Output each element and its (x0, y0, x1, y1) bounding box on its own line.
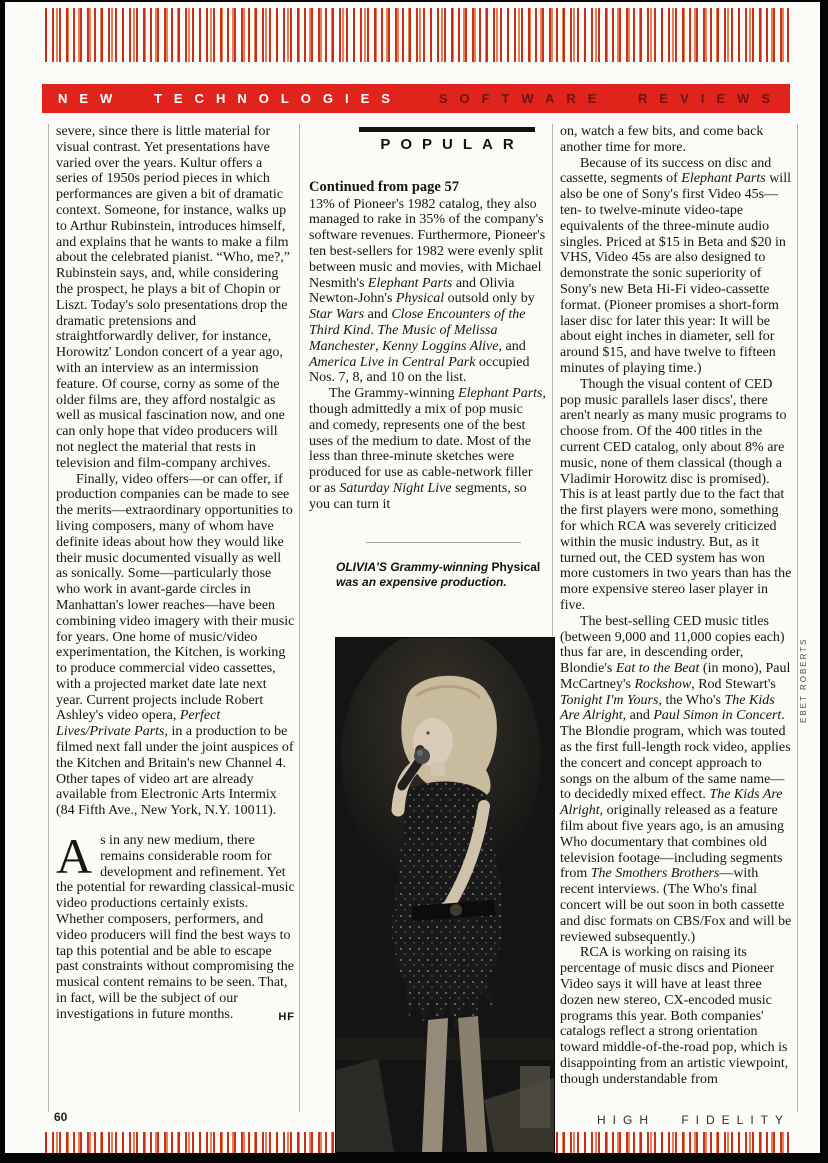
paragraph: Though the visual content of CED pop music parallels laser discs', there aren't nearly as many music programs to choose from. Of the 400 titles in the current CED catalog, only about 8% are music, none of them classical (though a Vladimir Horowitz disc is promised). This is at least partly due to the fact that the first players were mono, something for which RCA was severely criticized within the music industry. But, as it turned out, the CED system has won more customers in two years than has the more expensive stereo laser player in five. (560, 376, 792, 613)
paragraph: RCA is working on raising its percentage of music discs and Pioneer Video says it will have at least three dozen new stereo, CX-encoded music programs this year. Both companies' catalogs reflect a strong orientation toward middle-of-the-road pop, which is disappointing from an artistic viewpoint, though understandable from (560, 945, 789, 1087)
popular-section-header (357, 127, 537, 153)
scan-border-right (820, 0, 828, 1163)
middle-column-paragraphs (309, 197, 546, 513)
page-number: 60 (54, 1110, 68, 1124)
continued-from-note: Continued from page 57 (309, 178, 459, 195)
top-stripe-band (45, 8, 789, 62)
left-column (56, 124, 295, 1026)
column-rule-left-edge (48, 124, 49, 1112)
photo-caption: OLIVIA'S Grammy-winning Physical was an expensive production. (336, 559, 541, 589)
closing-paragraph (56, 828, 295, 1023)
middle-column (309, 124, 546, 590)
performer-photo-illustration (336, 638, 554, 1152)
paragraph: The best-selling CED music titles (between 9,000 and 11,000 copies each) thus far are, in descending order, Blondie's Eat to the Beat (in mono), Paul McCartney's Rockshow, Rod Stewart's Tonight I'm Yours, the Who's The Kids Are Alright, and Paul Simon in Concert. The Blondie program, which was touted as the first full-length rock video, applies the concert and concept approach to songs on the album of the same name—to decidedly mixed effect. The Kids Are Alright, originally released as a feature film about five years ago, is an amusing Who documentary that combines old television footage—including segments from The Smothers Brothers—with recent interviews. (The Who's final concert will be out soon in both cassette and disc formats on CBS/Fox and will be reviewed subsequently.) (560, 613, 792, 945)
performer-photo (336, 638, 554, 1152)
scan-border-top (0, 0, 828, 2)
scan-border-bottom (0, 1153, 828, 1163)
paragraph: severe, since there is little material for visual contrast. Yet presentations have varied over the years. Kultur offers a series of 1950s period pieces in which performances are given a bit of dramatic context. Someone, for instance, walks up to Arthur Rubinstein, introduces himself, and explains that he wants to make a film about the celebrated pianist. “Who, me?,” Rubinstein says, and, while considering the prospect, he plays a bit of Chopin or Liszt. Today's solo presentations drop the dramatic pretensions and straightforwardly deliver, for instance, Horowitz' London concert of a year ago, with an interview as an intermission feature. Of course, corny as some of the older films are, they afford nostalgic as well as musical fascination now, and one can only hope that video producers will not neglect the material that rests in television and film-company archives. (56, 124, 291, 471)
paragraph: on, watch a few bits, and come back another time for more. (560, 124, 764, 155)
caption-divider-rule (366, 542, 521, 543)
photographer-credit: EBET ROBERTS (799, 637, 808, 723)
popular-section-label: POPULAR (380, 136, 524, 153)
magazine-title: HIGH FIDELITY (596, 1113, 790, 1127)
paragraph: Because of its success on disc and cassette, segments of Elephant Parts will also be one of Sony's first Video 45s—ten- to twelve-minute video-tape equivalents of the three-minute audio singles. Priced at $15 in Beta and $20 in VHS, Video 45s are also designed to demonstrate the sonic superiority of Sony's new Beta Hi-Fi video-cassette format. (Pioneer promises a short-form laser disc for later this year: It will be about eight inches in diameter, sell for around $15, and have twelve to fifteen minutes of playing time.) (560, 155, 791, 376)
column-rule-right-edge (797, 124, 798, 1112)
closing-text: s in any new medium, there remains considerable room for development and refinement. Yet the potential for rewarding classical-music video productions certainly exists. Whether composers, performers, and video producers will find the best ways to tap this potential and be able to escape past constraints without compromising the musical content remains to be seen. That, in fact, will be the subject of our investigations in future months. (56, 833, 295, 1022)
scan-border-left (0, 0, 5, 1163)
paragraph: The Grammy-winning Elephant Parts, though admittedly a mix of pop music and comedy, represents one of the best uses of the medium to date. Most of the less than three-minute sketches were produced for use as cable-network filler or as Saturday Night Live segments, so you can turn it (309, 386, 546, 512)
popular-header-rule (359, 127, 535, 132)
left-column-paragraphs (56, 124, 295, 819)
right-column-paragraphs (560, 124, 794, 1088)
hf-signoff: HF (278, 1010, 295, 1023)
column-rule-1 (299, 124, 300, 1112)
right-column (560, 124, 794, 1088)
paragraph: Finally, video offers—or can offer, if production companies can be made to see the merits—extraordinary opportunities to living composers, many of whom have definite ideas about how they would like their music documented visually as well as sonically. Some—particularly those who work in avant-garde circles in Manhattan's lower reaches—have been combining video imagery with their music for years. One home of music/video experimentation, the Kitchen, is working to produce commercial video cassettes, with a projected market date late next year. Current projects include Robert Ashley's video opera, Perfect Lives/Private Parts, in a production to be filmed next fall under the joint auspices of the Kitchen and Britain's new Channel 4. Other tapes of video art are already available from Electronic Arts Intermix (84 Fifth Ave., New York, N.Y. 10011). (56, 471, 295, 819)
drop-cap: A (56, 828, 93, 885)
section-banner (42, 84, 790, 113)
section-title-software-reviews: SOFTWARE REVIEWS (438, 91, 782, 106)
paragraph: 13% of Pioneer's 1982 catalog, they also managed to rake in 35% of the company's software revenues. Furthermore, Pioneer's ten best-sellers for 1982 were evenly split between music and movies, with Michael Nesmith's Elephant Parts and Olivia Newton-John's Physical outsold only by Star Wars and Close Encounters of the Third Kind. The Music of Melissa Manchester, Kenny Loggins Alive, and America Live in Central Park occupied Nos. 7, 8, and 10 on the list. (309, 196, 546, 386)
section-title-new-technologies: NEW TECHNOLOGIES (58, 91, 402, 106)
